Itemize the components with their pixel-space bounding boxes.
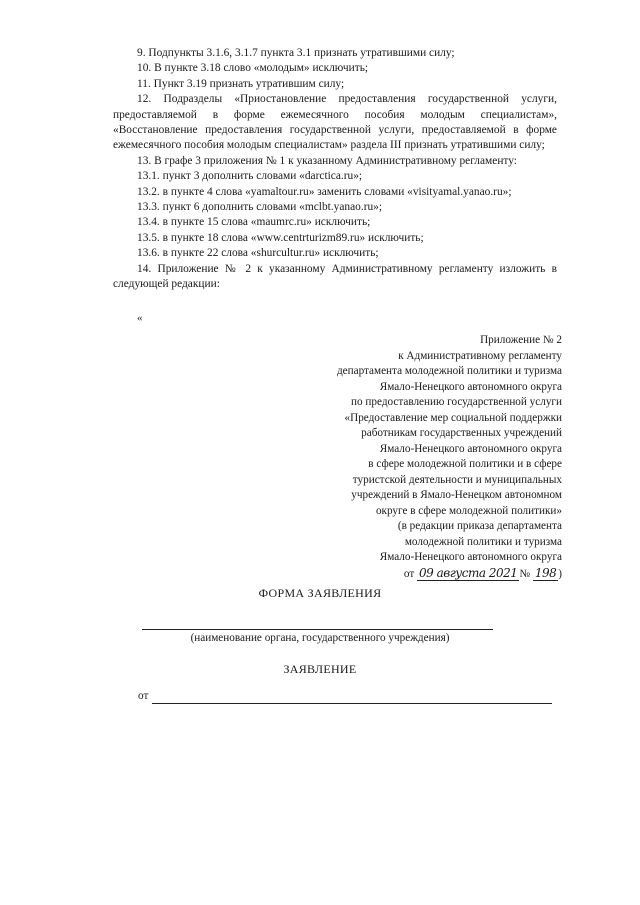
- paragraph-11: 11. Пункт 3.19 признать утратившим силу;: [137, 77, 345, 90]
- appendix-line: молодежной политики и туризма: [404, 535, 562, 548]
- form-title: ФОРМА ЗАЯВЛЕНИЯ: [258, 586, 382, 600]
- paragraph-13-6: 13.6. в пункте 22 слова «shurcultur.ru» исключить;: [137, 247, 379, 260]
- open-quote: «: [137, 312, 143, 324]
- paragraph-13-5: 13.5. в пункте 18 слова «www.centrturizm89.ru» исключить;: [137, 231, 424, 244]
- appendix-line: туристской деятельности и муниципальных: [352, 473, 562, 486]
- org-name-line: [142, 629, 493, 630]
- paragraph-13-2: 13.2. в пункте 4 слова «yamaltour.ru» заменить словами «visityamal.yanao.ru»;: [137, 185, 512, 198]
- paragraph-13-1: 13.1. пункт 3 дополнить словами «darctica.ru»;: [137, 170, 363, 183]
- appendix-line: работникам государственных учреждений: [361, 427, 562, 439]
- appendix-line: (в редакции приказа департамента: [397, 520, 562, 532]
- body-text: [113, 46, 557, 293]
- paragraph-13-3: 13.3. пункт 6 дополнить словами «mclbt.yanao.ru»;: [137, 201, 383, 214]
- appendix-line: округе в сфере молодежной политики»: [375, 504, 562, 517]
- appendix-line: Ямало-Ненецкого автономного округа: [379, 442, 562, 455]
- paragraph-12: 12. Подразделы «Приостановление предоставления государственной услуги, предоставляемой в форме ежемесячного пособия молодым специалистам», «Восстановление предоставления государственной услуги, предоставляемой в форме ежемесячного пособия молодым специалистам» раздела III признать утратившими силу;: [113, 93, 557, 152]
- appendix-line: Приложение № 2: [480, 334, 562, 346]
- appendix-line: Ямало-Ненецкого автономного округа: [379, 551, 562, 563]
- org-name-caption: (наименование органа, государственного учреждения): [190, 632, 450, 644]
- paragraph-13-4: 13.4. в пункте 15 слова «maumrc.ru» исключить;: [137, 216, 371, 229]
- ot-label: от: [403, 567, 415, 580]
- order-date-line: [252, 566, 562, 583]
- handwritten-number: 198: [534, 565, 557, 580]
- from-line: [152, 703, 552, 704]
- appendix-line: департамента молодежной политики и туризма: [336, 365, 562, 377]
- application-title: ЗАЯВЛЕНИЕ: [283, 662, 357, 676]
- appendix-line: в сфере молодежной политики и в сфере: [368, 458, 562, 470]
- appendix-header: [252, 333, 562, 582]
- paragraph-13: 13. В графе 3 приложения № 1 к указанному Административному регламенту:: [137, 154, 517, 167]
- appendix-line: к Административному регламенту: [398, 349, 562, 362]
- close-paren: ): [558, 567, 562, 580]
- paragraph-10: 10. В пункте 3.18 слово «молодым» исключить;: [137, 62, 369, 75]
- appendix-line: по предоставлению государственной услуги: [351, 396, 562, 408]
- paragraph-14: 14. Приложение № 2 к указанному Административному регламенту изложить в следующей редакции:: [113, 262, 557, 291]
- paragraph-9: 9. Подпункты 3.1.6, 3.1.7 пункта 3.1 признать утратившими силу;: [137, 47, 455, 59]
- appendix-line: «Предоставление мер социальной поддержки: [344, 411, 562, 424]
- appendix-line: учреждений в Ямало-Ненецком автономном: [351, 489, 562, 501]
- appendix-line: Ямало-Ненецкого автономного округа: [379, 380, 562, 393]
- handwritten-date: 09 августа 2021: [419, 565, 518, 580]
- from-label: от: [138, 690, 149, 702]
- number-sign: №: [519, 567, 531, 580]
